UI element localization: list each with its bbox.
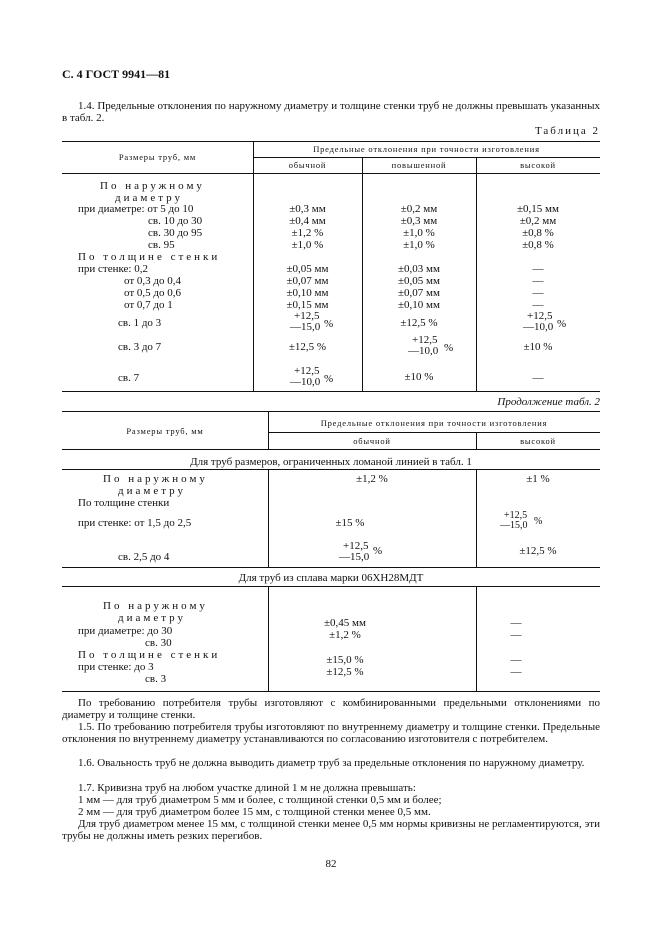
table2-span-rule-3 bbox=[62, 586, 600, 587]
table1-cell: ±0,10 мм bbox=[286, 287, 329, 299]
paragraph-curvature-note: Для труб диаметром менее 15 мм, с толщиной стенки менее 0,5 мм нормы кривизны не регламентируются, эти трубы не должны иметь резких перегибов. bbox=[62, 818, 600, 842]
paragraph-1-5: 1.5. По требованию потребителя трубы изготовляют по внутреннему диаметру и толщине стенки. Предельные отклонения по внутреннему диаметру устанавливаются по согласованию изготовителя с потребителем. bbox=[62, 721, 600, 745]
table1-row-label: св. 30 до 95 bbox=[148, 227, 203, 239]
table1-row-label: св. 3 до 7 bbox=[118, 341, 162, 353]
table2-cell: ±15 % bbox=[335, 517, 365, 529]
table1-cell: — bbox=[532, 275, 544, 287]
table2-cell: ±1,2 % bbox=[329, 629, 361, 641]
table2-a-outer-1: По наружному bbox=[103, 473, 208, 485]
table2-cell: ±1,2 % bbox=[356, 473, 388, 485]
intro-paragraph: 1.4. Предельные отклонения по наружному диаметру и толщине стенки труб не должны превышать указанных в табл. 2. bbox=[62, 100, 600, 124]
table1-cell: ±0,05 мм bbox=[286, 263, 329, 275]
table2-row-label: при стенке: до 3 bbox=[78, 661, 154, 673]
table2-fraction-cell: +12,5 —15,0 % bbox=[339, 540, 383, 563]
paragraph-curvature-1: 1 мм — для труб диаметром 5 мм и более, с толщиной стенки 0,5 мм и более; bbox=[78, 794, 442, 806]
table1-cell: ±10 % bbox=[404, 371, 434, 383]
table1-cell: ±0,03 мм bbox=[398, 263, 440, 275]
table1-cell: — bbox=[532, 372, 544, 384]
table2-fraction-cell: +12,5 —15,0 % bbox=[500, 510, 543, 531]
table1-cell: ±0,8 % bbox=[522, 227, 554, 239]
table1-cell: ±0,07 мм bbox=[286, 275, 329, 287]
page-number: 82 bbox=[325, 858, 337, 870]
table2-row-label: св. 2,5 до 4 bbox=[118, 551, 170, 563]
table2-header-bottom-rule bbox=[62, 449, 600, 450]
table1-col-sizes: Размеры труб, мм bbox=[118, 152, 197, 162]
table1-cell: ±1,0 % bbox=[403, 227, 435, 239]
table1-group-header: Предельные отклонения при точности изготовления bbox=[313, 144, 540, 154]
table1-row-label: св. 95 bbox=[148, 239, 175, 251]
table1-row-label: св. 7 bbox=[118, 372, 140, 384]
table1-row-label: св. 1 до 3 bbox=[118, 317, 162, 329]
table1-row-label: от 0,7 до 1 bbox=[124, 299, 173, 311]
table2-cell: ±15,0 % bbox=[326, 654, 364, 666]
table1-cell: ±0,2 мм bbox=[519, 215, 557, 227]
table2-row-label: при стенке: от 1,5 до 2,5 bbox=[78, 517, 192, 529]
table1-cell: ±1,2 % bbox=[291, 227, 324, 239]
paragraph-combined: По требованию потребителя трубы изготовляют с комбинированными предельными отклонениями по диаметру и толщине стенки. bbox=[62, 697, 600, 721]
table2-b-outer-1: По наружному bbox=[103, 600, 208, 612]
paragraph-1-7: 1.7. Кривизна труб на любом участке длиной 1 м не должна превышать: bbox=[78, 782, 416, 794]
table1-cell: ±12,5 % bbox=[400, 317, 438, 329]
page-header: С. 4 ГОСТ 9941—81 bbox=[62, 67, 171, 81]
table2-col-normal: обычной bbox=[353, 436, 391, 446]
table1-row-label: св. 10 до 30 bbox=[148, 215, 203, 227]
table1-cell: ±1,0 % bbox=[403, 239, 435, 251]
table2-b-outer-2: диаметру bbox=[118, 612, 187, 624]
table1-cell: ±0,3 мм bbox=[400, 215, 438, 227]
table1-cell: ±12,5 % bbox=[288, 341, 327, 353]
table2-b-wall: По толщине стенки bbox=[78, 649, 221, 661]
table1-col-increased: повышенной bbox=[391, 160, 447, 170]
table2-row-label: при диаметре: до 30 bbox=[78, 625, 173, 637]
table1-cell: — bbox=[532, 287, 544, 299]
table1-cell: ±0,10 мм bbox=[398, 299, 440, 311]
table1-cell: ±0,8 % bbox=[522, 239, 554, 251]
table1-fraction-cell: +12,5 —10,0 % bbox=[290, 365, 334, 388]
table2-caption: Продолжение табл. 2 bbox=[497, 396, 600, 408]
table1-cell: ±0,07 мм bbox=[398, 287, 440, 299]
table2-a-wall: По толщине стенки bbox=[78, 497, 170, 509]
table1-cell: ±0,15 мм bbox=[286, 299, 329, 311]
table1-row-label: при диаметре: от 5 до 10 bbox=[78, 203, 194, 215]
table1-fraction-cell: +12,5 —15,0 % bbox=[290, 310, 334, 333]
table2-bottom-rule bbox=[62, 691, 600, 692]
table2-row-label: св. 3 bbox=[145, 673, 167, 685]
table1-section-outer-1: По наружному bbox=[100, 180, 205, 192]
table2-span-row-1: Для труб размеров, ограниченных ломаной линией в табл. 1 bbox=[190, 456, 472, 468]
table2-a-outer-2: диаметру bbox=[118, 485, 187, 497]
table1-bottom-rule bbox=[62, 391, 600, 392]
table1-top-rule bbox=[62, 141, 600, 142]
table1-cell: ±0,15 мм bbox=[517, 203, 559, 215]
paragraph-1-6: 1.6. Овальность труб не должна выводить диаметр труб за предельные отклонения по наружному диаметру. bbox=[78, 757, 585, 769]
table1-row-label: при стенке: 0,2 bbox=[78, 263, 148, 275]
table2-span-rule-2 bbox=[62, 567, 600, 568]
table1-cell: ±1,0 % bbox=[291, 239, 324, 251]
table1-cell: ±0,2 мм bbox=[400, 203, 438, 215]
table2-cell: — bbox=[510, 654, 522, 666]
table1-header-bottom-rule bbox=[62, 173, 600, 174]
table2-row-label: св. 30 bbox=[145, 637, 172, 649]
table1-cell: ±0,4 мм bbox=[289, 215, 326, 227]
table1-row-label: от 0,3 до 0,4 bbox=[124, 275, 182, 287]
table1-col-high: высокой bbox=[520, 160, 556, 170]
table1-cell: — bbox=[532, 263, 544, 275]
table1-section-outer-2: диаметру bbox=[115, 192, 184, 204]
table2-top-rule bbox=[62, 411, 600, 412]
table2-cell: — bbox=[510, 629, 522, 641]
table2-cell: — bbox=[510, 666, 522, 678]
paragraph-curvature-2: 2 мм — для труб диаметром более 15 мм, с толщиной стенки менее 0,5 мм. bbox=[78, 806, 431, 818]
table1-col-normal: обычной bbox=[288, 160, 327, 170]
table2-group-header: Предельные отклонения при точности изготовления bbox=[320, 418, 548, 428]
table1-header-mid-rule bbox=[253, 157, 600, 158]
table2-col-high: высокой bbox=[520, 436, 556, 446]
table2-col-sizes: Размеры труб, мм bbox=[126, 426, 204, 436]
table1-row-label: от 0,5 до 0,6 bbox=[124, 287, 182, 299]
table2-header-mid-rule bbox=[268, 432, 600, 433]
table2-cell: ±12,5 % bbox=[519, 545, 557, 557]
table2-cell: ±12,5 % bbox=[326, 666, 364, 678]
table1-cell: ±0,3 мм bbox=[289, 203, 326, 215]
table1-caption: Таблица 2 bbox=[534, 125, 600, 137]
table2-cell: ±1 % bbox=[526, 473, 550, 485]
table1-fraction-cell: +12,5 —10,0 % bbox=[523, 310, 567, 333]
table2-span-rule-1 bbox=[62, 469, 600, 470]
table2-span-row-2: Для труб из сплава марки 06ХН28МДТ bbox=[238, 572, 424, 584]
table1-cell: ±0,05 мм bbox=[398, 275, 440, 287]
table1-cell: ±10 % bbox=[523, 341, 553, 353]
table2-cell: — bbox=[510, 617, 522, 629]
table1-section-wall: По толщине стенки bbox=[78, 251, 221, 263]
table2-cell: ±0,45 мм bbox=[324, 617, 366, 629]
table1-fraction-cell: +12,5 —10,0 % bbox=[408, 334, 454, 357]
table1-cell: — bbox=[532, 299, 544, 311]
